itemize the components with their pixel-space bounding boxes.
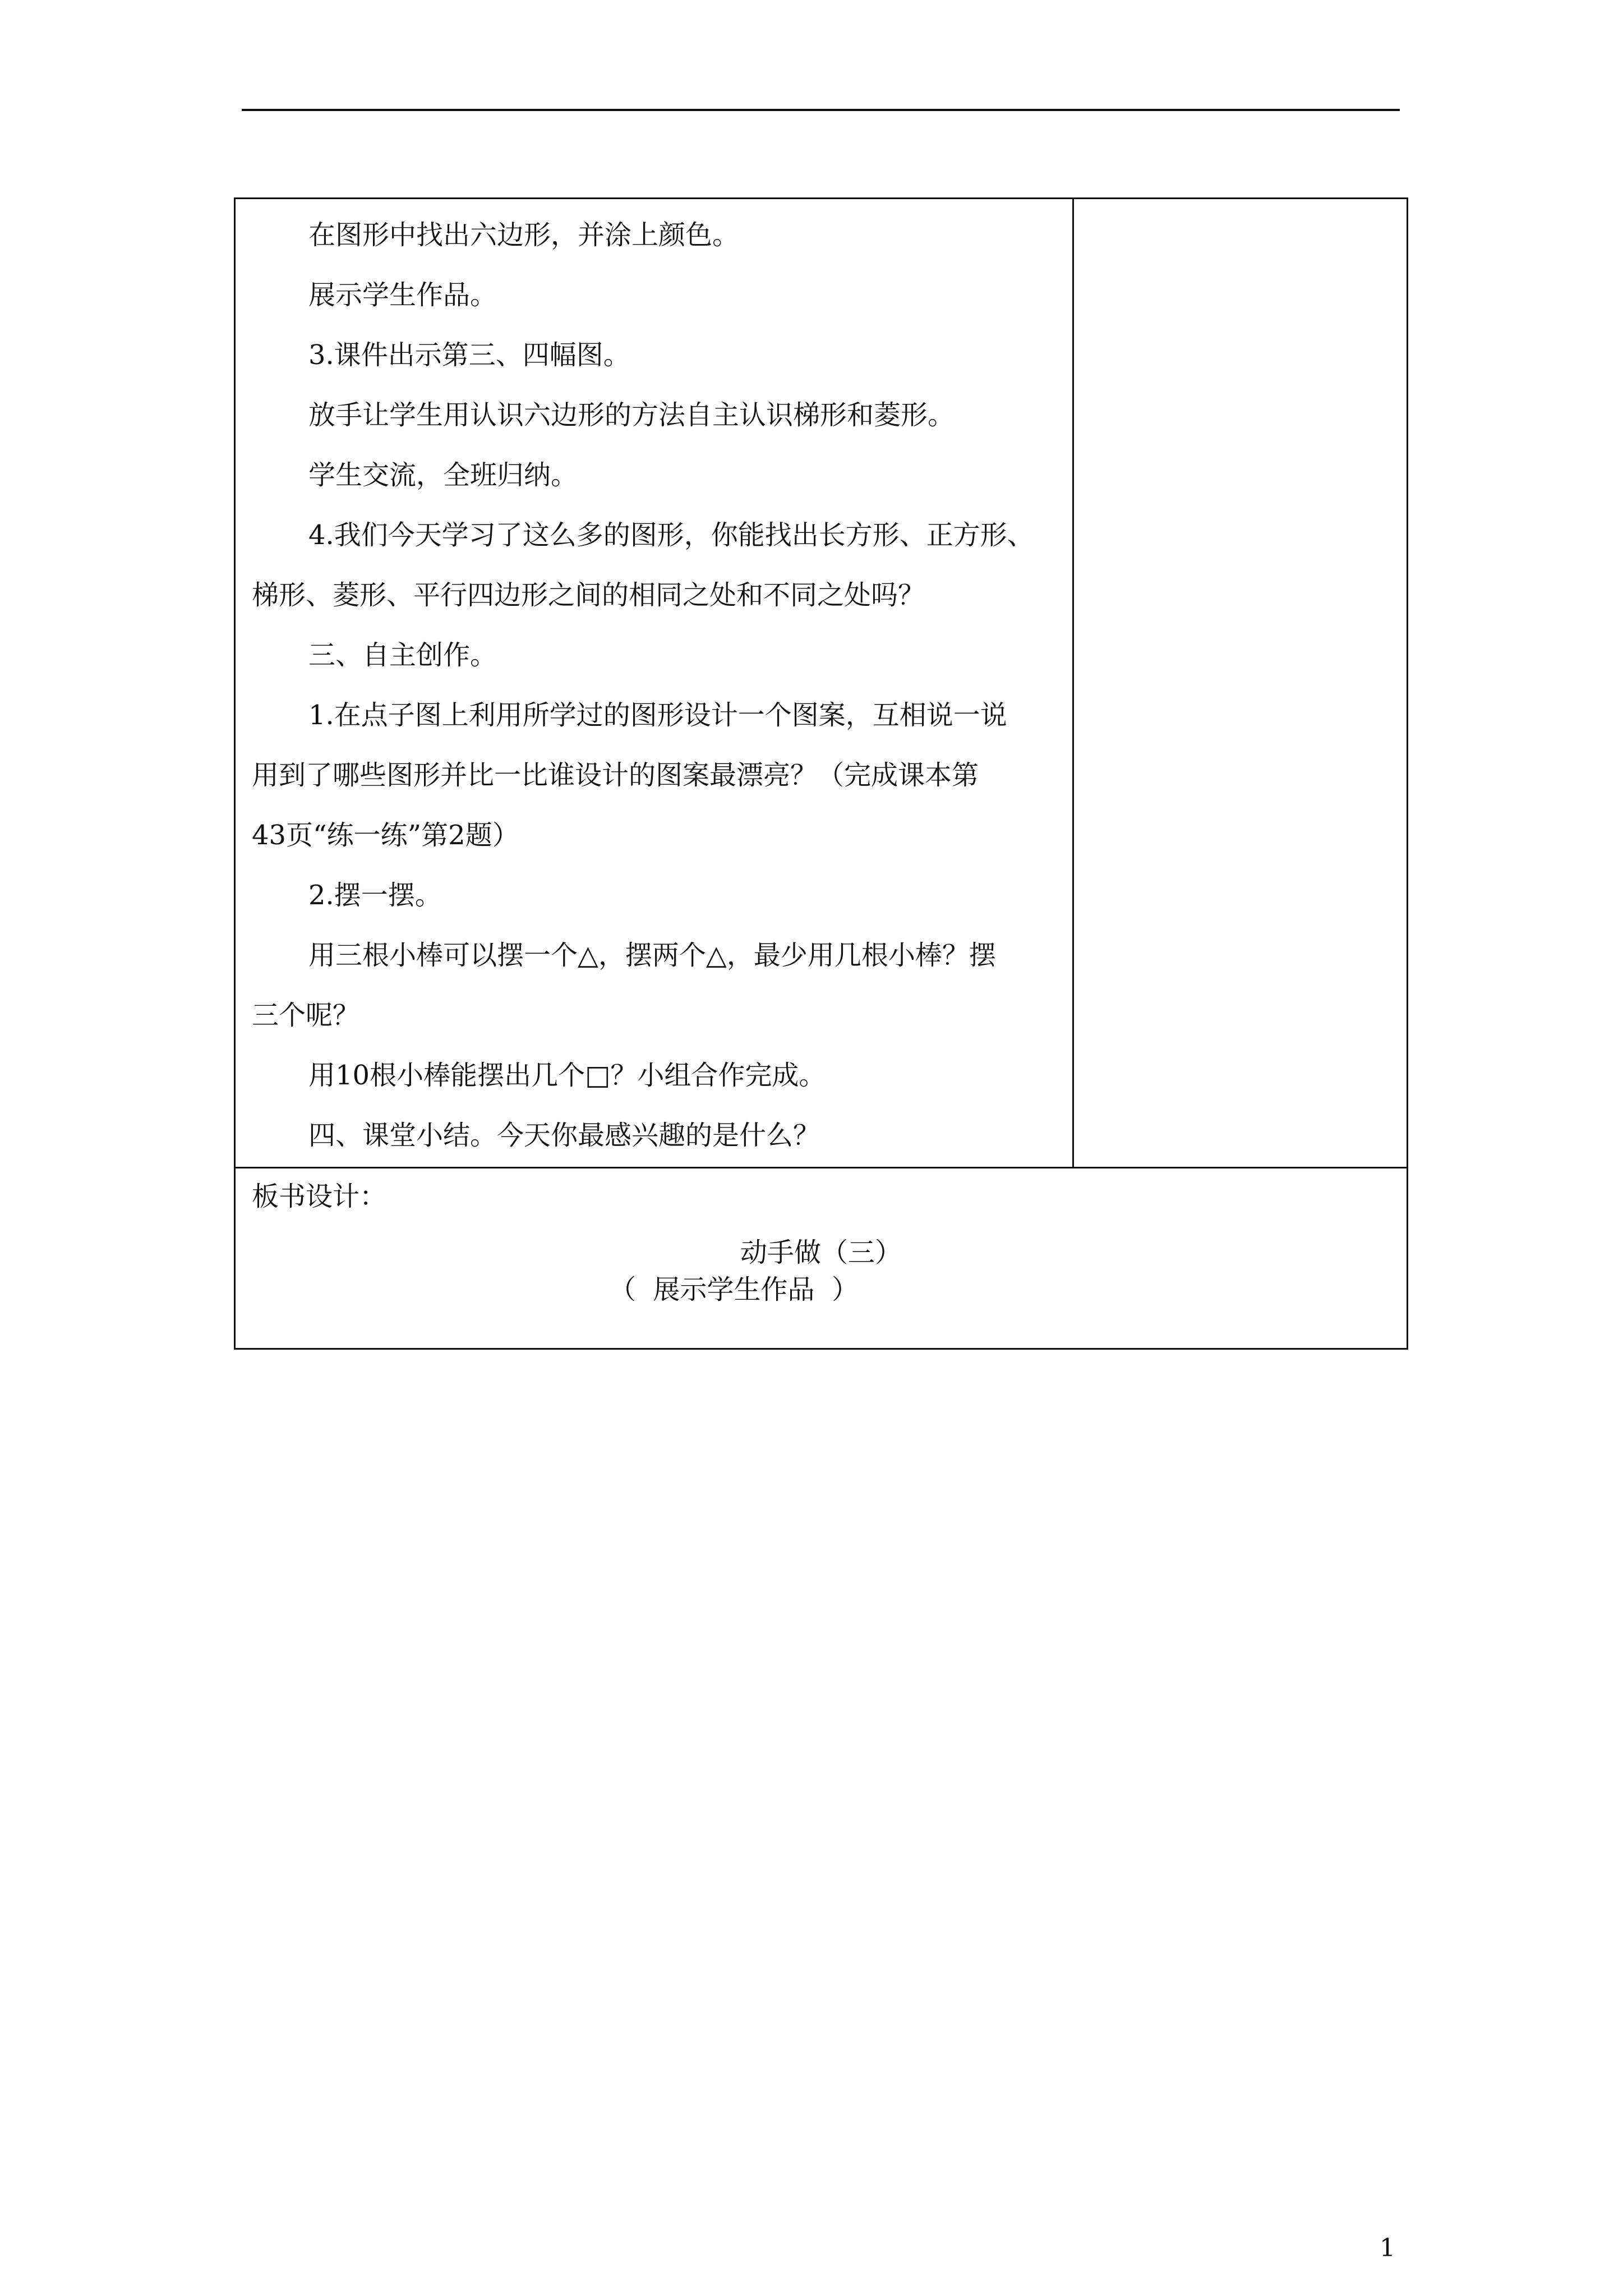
lesson-line: 用10根小棒能摆出几个□？小组合作完成。 <box>308 1060 826 1091</box>
lesson-line: 1.在点子图上利用所学过的图形设计一个图案，互相说一说 <box>308 700 1007 731</box>
lesson-line: 用到了哪些图形并比一比谁设计的图案最漂亮？（完成课本第 <box>252 760 979 791</box>
lesson-line: 三、自主创作。 <box>308 639 497 671</box>
page-number: 1 <box>1380 2234 1395 2262</box>
board-title: 动手做（三） <box>740 1237 902 1268</box>
lesson-line: 展示学生作品。 <box>308 279 497 311</box>
header-rule <box>242 109 1400 111</box>
lesson-line: 学生交流，全班归纳。 <box>308 459 578 491</box>
board-design-label: 板书设计： <box>252 1181 387 1212</box>
lesson-line: 4.我们今天学习了这么多的图形，你能找出长方形、正方形、 <box>308 519 1034 551</box>
lesson-line: 43页“练一练”第2题） <box>252 820 519 851</box>
column-divider <box>1072 199 1074 1168</box>
lesson-line: 梯形、菱形、平行四边形之间的相同之处和不同之处吗？ <box>252 579 925 611</box>
lesson-line: 四、课堂小结。今天你最感兴趣的是什么？ <box>308 1120 820 1151</box>
lesson-line: 2.摆一摆。 <box>308 880 442 911</box>
row-divider <box>236 1167 1407 1168</box>
lesson-line: 用三根小棒可以摆一个△，摆两个△，最少用几根小棒？摆 <box>308 940 996 971</box>
board-subtitle: （ 展示学生作品 ） <box>609 1274 859 1305</box>
lesson-line: 在图形中找出六边形，并涂上颜色。 <box>308 219 740 251</box>
lesson-line: 3.课件出示第三、四幅图。 <box>308 339 630 371</box>
lesson-line: 三个呢？ <box>252 1000 360 1031</box>
lesson-plan-table <box>234 197 1408 1350</box>
lesson-line: 放手让学生用认识六边形的方法自主认识梯形和菱形。 <box>308 399 955 431</box>
